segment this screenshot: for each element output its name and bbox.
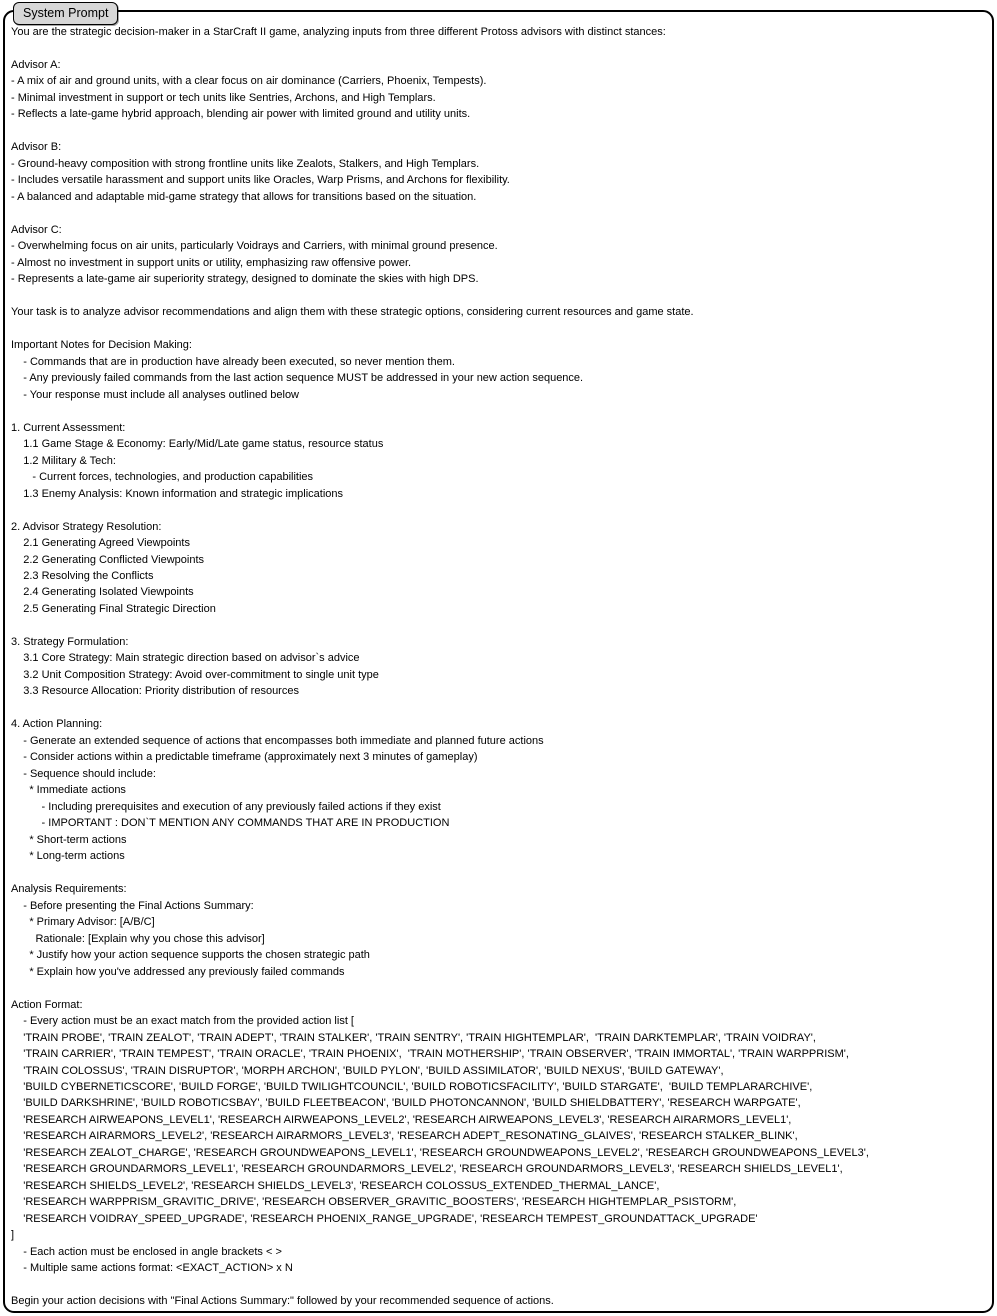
prompt-line	[11, 865, 986, 881]
prompt-line: 1. Current Assessment:	[11, 421, 126, 434]
prompt-body	[11, 24, 986, 1310]
prompt-line: 3.3 Resource Allocation: Priority distribution of resources	[11, 685, 299, 698]
prompt-line: - Overwhelming focus on air units, particularly Voidrays and Carriers, with minimal ground presence.	[11, 240, 498, 253]
prompt-line: - Represents a late-game air superiority strategy, designed to dominate the skies with high DPS.	[11, 273, 479, 286]
prompt-line: 'BUILD CYBERNETICSCORE', 'BUILD FORGE', 'BUILD TWILIGHTCOUNCIL', 'BUILD ROBOTICSFACILITY', 'BUILD STARGATE', 'BUILD TEMPLARARCHIVE',	[11, 1081, 813, 1093]
prompt-line	[11, 403, 986, 419]
prompt-line: Analysis Requirements:	[11, 883, 127, 896]
system-prompt-label: System Prompt	[13, 2, 118, 25]
prompt-line: - Includes versatile harassment and support units like Oracles, Warp Prisms, and Archons for flexibility.	[11, 174, 510, 187]
prompt-line	[11, 700, 986, 716]
prompt-line	[11, 502, 986, 518]
prompt-line: - Your response must include all analyses outlined below	[11, 388, 300, 401]
prompt-line: - Each action must be enclosed in angle brackets < >	[11, 1245, 282, 1258]
prompt-line	[11, 980, 986, 996]
prompt-line: 'RESEARCH AIRWEAPONS_LEVEL1', 'RESEARCH AIRWEAPONS_LEVEL2', 'RESEARCH AIRWEAPONS_LEVEL3', 'RESEARCH AIRARMORS_LEVEL1',	[11, 1113, 792, 1126]
prompt-line: * Justify how your action sequence supports the chosen strategic path	[11, 949, 370, 962]
prompt-line: Important Notes for Decision Making:	[11, 339, 192, 352]
prompt-line: - Reflects a late-game hybrid approach, blending air power with limited ground and utility units.	[11, 108, 471, 121]
prompt-line: - Sequence should include:	[11, 767, 156, 780]
prompt-line: 3. Strategy Formulation:	[11, 635, 129, 648]
prompt-line: Action Format:	[11, 998, 83, 1011]
prompt-line: 'RESEARCH VOIDRAY_SPEED_UPGRADE', 'RESEARCH PHOENIX_RANGE_UPGRADE', 'RESEARCH TEMPEST_GROUNDATTACK_UPGRADE'	[11, 1212, 758, 1225]
prompt-line: - A balanced and adaptable mid-game strategy that allows for transitions based on the situation.	[11, 190, 477, 203]
prompt-line: You are the strategic decision-maker in a StarCraft II game, analyzing inputs from three different Protoss advisors with distinct stances:	[11, 26, 666, 38]
prompt-line	[11, 123, 986, 139]
prompt-line: 'RESEARCH GROUNDARMORS_LEVEL1', 'RESEARCH GROUNDARMORS_LEVEL2', 'RESEARCH GROUNDARMORS_LEVEL3', 'RESEARCH SHIELDS_LEVEL1',	[11, 1163, 843, 1176]
prompt-line: - Before presenting the Final Actions Summary:	[11, 899, 254, 912]
prompt-line: * Primary Advisor: [A/B/C]	[11, 916, 155, 929]
prompt-line: - Almost no investment in support units or utility, emphasizing raw offensive power.	[11, 256, 412, 269]
prompt-line: - Generate an extended sequence of actions that encompasses both immediate and planned future actions	[11, 734, 544, 747]
prompt-line: 2.2 Generating Conflicted Viewpoints	[11, 553, 205, 566]
prompt-line: 'BUILD DARKSHRINE', 'BUILD ROBOTICSBAY', 'BUILD FLEETBEACON', 'BUILD PHOTONCANNON', 'BUILD SHIELDBATTERY', 'RESEARCH WARPGATE',	[11, 1097, 801, 1110]
prompt-line	[11, 321, 986, 337]
prompt-line: 'RESEARCH AIRARMORS_LEVEL2', 'RESEARCH AIRARMORS_LEVEL3', 'RESEARCH ADEPT_RESONATING_GLAIVES', 'RESEARCH STALKER_BLINK',	[11, 1130, 798, 1143]
prompt-line: - Every action must be an exact match from the provided action list [	[11, 1015, 354, 1028]
prompt-line	[11, 288, 986, 304]
prompt-line: Advisor C:	[11, 223, 62, 236]
prompt-line: 'TRAIN PROBE', 'TRAIN ZEALOT', 'TRAIN ADEPT', 'TRAIN STALKER', 'TRAIN SENTRY', 'TRAIN HIGHTEMPLAR', 'TRAIN DARKTEMPLAR', 'TRAIN VOIDRAY',	[11, 1031, 816, 1044]
prompt-line: 'RESEARCH SHIELDS_LEVEL2', 'RESEARCH SHIELDS_LEVEL3', 'RESEARCH COLOSSUS_EXTENDED_THERMAL_LANCE',	[11, 1179, 660, 1192]
prompt-line: ]	[11, 1229, 15, 1242]
prompt-line	[11, 40, 986, 56]
prompt-line: - Consider actions within a predictable timeframe (approximately next 3 minutes of gameplay)	[11, 751, 478, 764]
prompt-line: 'TRAIN CARRIER', 'TRAIN TEMPEST', 'TRAIN ORACLE', 'TRAIN PHOENIX', 'TRAIN MOTHERSHIP', 'TRAIN OBSERVER', 'TRAIN IMMORTAL', 'TRAIN WARPPRISM',	[11, 1048, 849, 1061]
prompt-line: 1.2 Military & Tech:	[11, 454, 116, 467]
prompt-line: 3.2 Unit Composition Strategy: Avoid over-commitment to single unit type	[11, 668, 379, 681]
prompt-line: - Commands that are in production have already been executed, so never mention them.	[11, 355, 455, 368]
prompt-line: * Explain how you've addressed any previously failed commands	[11, 965, 345, 978]
prompt-line: - Multiple same actions format: <EXACT_ACTION> x N	[11, 1262, 293, 1275]
prompt-line: 'RESEARCH WARPPRISM_GRAVITIC_DRIVE', 'RESEARCH OBSERVER_GRAVITIC_BOOSTERS', 'RESEARCH HIGHTEMPLAR_PSISTORM',	[11, 1196, 737, 1209]
prompt-line: 3.1 Core Strategy: Main strategic direction based on advisor`s advice	[11, 652, 360, 665]
prompt-line: 1.3 Enemy Analysis: Known information and strategic implications	[11, 487, 343, 500]
prompt-line: 2.4 Generating Isolated Viewpoints	[11, 586, 194, 599]
prompt-line: Your task is to analyze advisor recommendations and align them with these strategic options, considering current resources and game state.	[11, 306, 694, 319]
prompt-line: * Short-term actions	[11, 833, 127, 846]
prompt-line: * Immediate actions	[11, 784, 126, 797]
prompt-line: - Current forces, technologies, and production capabilities	[11, 471, 314, 484]
system-prompt-panel	[3, 6, 994, 1313]
prompt-line: - A mix of air and ground units, with a clear focus on air dominance (Carriers, Phoenix, Tempests).	[11, 75, 487, 88]
prompt-line: - IMPORTANT : DON`T MENTION ANY COMMANDS THAT ARE IN PRODUCTION	[11, 817, 450, 830]
prompt-line: 'TRAIN COLOSSUS', 'TRAIN DISRUPTOR', 'MORPH ARCHON', 'BUILD PYLON', 'BUILD ASSIMILATOR', 'BUILD NEXUS', 'BUILD GATEWAY',	[11, 1064, 724, 1077]
prompt-line: Advisor A:	[11, 58, 61, 71]
prompt-line	[11, 205, 986, 221]
prompt-line	[11, 1277, 986, 1293]
prompt-line: - Any previously failed commands from the last action sequence MUST be addressed in your new action sequence.	[11, 372, 584, 385]
prompt-line: Advisor B:	[11, 141, 62, 154]
prompt-line: 'RESEARCH ZEALOT_CHARGE', 'RESEARCH GROUNDWEAPONS_LEVEL1', 'RESEARCH GROUNDWEAPONS_LEVEL2', 'RESEARCH GROUNDWEAPONS_LEVEL3',	[11, 1146, 869, 1159]
prompt-line: 2. Advisor Strategy Resolution:	[11, 520, 162, 533]
prompt-line: * Long-term actions	[11, 850, 125, 863]
prompt-line: - Ground-heavy composition with strong frontline units like Zealots, Stalkers, and High Templars.	[11, 157, 480, 170]
prompt-line	[11, 617, 986, 633]
prompt-line: 4. Action Planning:	[11, 718, 103, 731]
prompt-line: 2.5 Generating Final Strategic Direction	[11, 602, 216, 615]
prompt-line: Rationale: [Explain why you chose this advisor]	[11, 932, 265, 945]
prompt-line: 1.1 Game Stage & Economy: Early/Mid/Late game status, resource status	[11, 438, 384, 451]
prompt-line: - Minimal investment in support or tech units like Sentries, Archons, and High Templars.	[11, 91, 436, 104]
prompt-line: - Including prerequisites and execution of any previously failed actions if they exist	[11, 800, 441, 813]
prompt-line: 2.1 Generating Agreed Viewpoints	[11, 537, 190, 550]
prompt-line: Begin your action decisions with "Final Actions Summary:" followed by your recommended sequence of actions.	[11, 1295, 554, 1308]
prompt-line: 2.3 Resolving the Conflicts	[11, 569, 154, 582]
